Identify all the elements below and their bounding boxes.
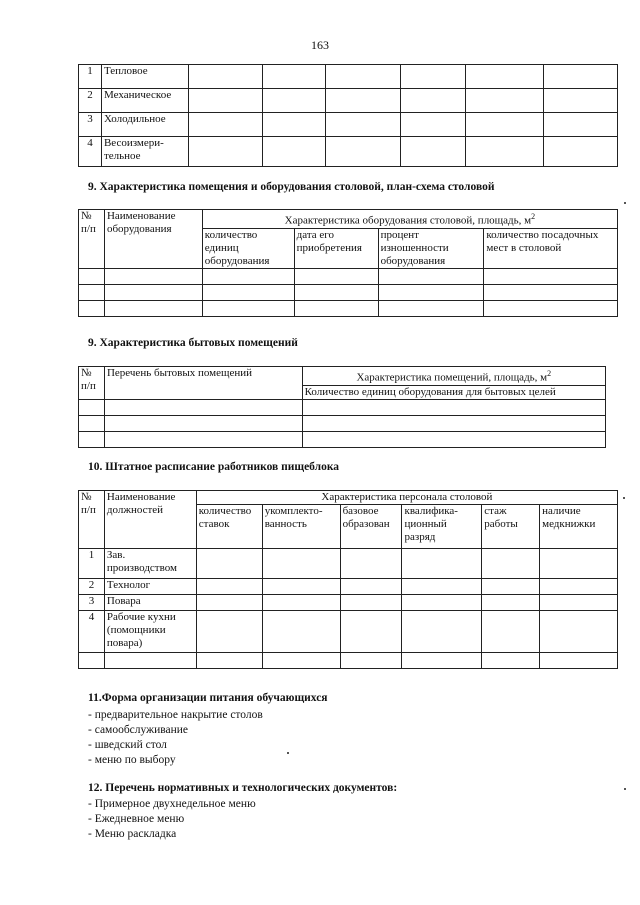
table-subheader-row: Количество единиц оборудования для бытовых целей [79, 385, 606, 399]
section-staff-heading: 10. Штатное расписание работников пищеблока [88, 461, 340, 473]
table-row: 3 Повара [79, 595, 618, 611]
list-item: - Меню раскладка [88, 828, 177, 840]
scan-speck [623, 497, 625, 499]
table-header-row: № п/п Перечень бытовых помещений Характеристика помещений, площадь, $м^2$ [79, 367, 606, 386]
section-docs-heading: 12. Перечень нормативных и технологических документов: [88, 782, 398, 794]
section-catering-heading: 11.Форма организации питания обучающихся [88, 692, 328, 704]
list-item: - Примерное двухнедельное меню [88, 798, 256, 810]
scan-speck [624, 202, 626, 204]
equipment-types-table [78, 64, 618, 167]
table-row: 3 Холодильное [79, 113, 618, 137]
table-row: 1 Тепловое [79, 65, 618, 89]
table-row [79, 268, 618, 284]
table-row [79, 399, 606, 415]
section-dining-heading: 9. Характеристика помещения и оборудования столовой, план-схема столовой [88, 181, 495, 193]
section-household-heading: 9. Характеристика бытовых помещений [88, 337, 298, 349]
scan-speck [287, 752, 289, 754]
table-row: 1 Зав. производством [79, 549, 618, 579]
table-header-row: № п/п Наименование оборудования Характеристика оборудования столовой, площадь, $м^2$ [79, 210, 618, 229]
dining-equipment-table [78, 209, 618, 317]
table-subheader-row: количество единиц оборудования дата его приобретения процент изношенности оборудования количество посадочных мест в столовой [79, 228, 618, 268]
table-row [79, 300, 618, 316]
table-row: 4 Рабочие кухни (помощники повара) [79, 611, 618, 653]
table-row: 2 Механическое [79, 89, 618, 113]
list-item: - шведский стол [88, 739, 167, 751]
list-item: - самообслуживание [88, 724, 189, 736]
table-row: 4 Весоизмери-тельное [79, 137, 618, 167]
staff-table [78, 490, 618, 669]
list-item: - Ежедневное меню [88, 813, 185, 825]
table-row: 2 Технолог [79, 579, 618, 595]
scan-speck [624, 788, 626, 790]
list-item: - меню по выбору [88, 754, 176, 766]
table-row [79, 284, 618, 300]
catering-list [88, 708, 263, 768]
page-number: 163 [311, 38, 329, 52]
table-row [79, 431, 606, 447]
table-header-row: № п/п Наименование должностей Характеристика персонала столовой [79, 491, 618, 505]
table-row [79, 653, 618, 669]
docs-list [88, 797, 256, 842]
list-item: - предварительное накрытие столов [88, 709, 263, 721]
table-subheader-row: количество ставок укомплекто-ванность базовое образован квалифика-ционный разряд стаж работы наличие медкнижки [79, 505, 618, 549]
household-rooms-table [78, 366, 606, 448]
table-row [79, 415, 606, 431]
